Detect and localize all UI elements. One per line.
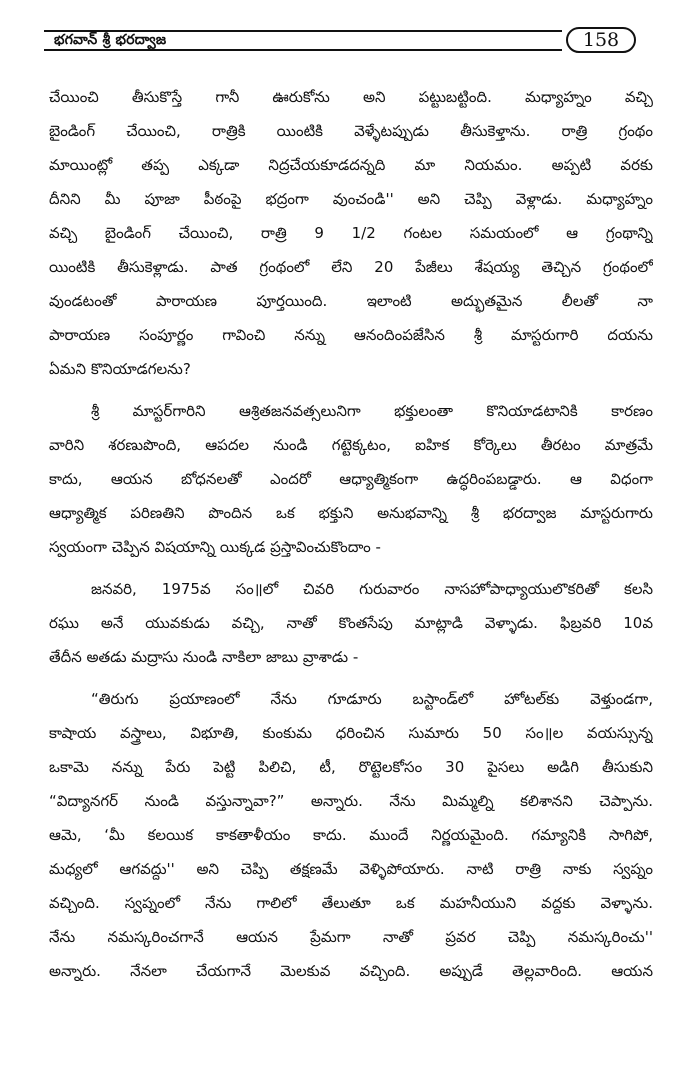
text-line: వచ్చి బైండింగ్ చేయించి, రాత్రి 9 1/2 గంటల సమయంలో ఆ గ్రంథాన్ని xyxy=(49,224,653,242)
running-header xyxy=(44,24,656,58)
text-line: మధ్యలో ఆగవద్దు'' అని చెప్పి తక్షణమే వెళ్ళిపోయారు. నాటి రాత్రి నాకు స్వప్నం xyxy=(49,860,653,878)
text-line: రఘు అనే యువకుడు వచ్చి, నాతో కొంతసేపు మాట్లాడి వెళ్ళాడు. ఫిబ్రవరి 10వ xyxy=(49,614,653,632)
text-line: వచ్చింది. స్వప్నంలో నేను గాలిలో తేలుతూ ఒక మహనీయుని వద్దకు వెళ్ళాను. xyxy=(49,894,653,912)
text-line: పారాయణ సంపూర్ణం గావించి నన్ను ఆనందింపజేసిన శ్రీ మాస్టరుగారి దయను xyxy=(49,326,653,344)
text-line: జనవరి, 1975వ సం॥లో చివరి గురువారం నాసహోపాధ్యాయులొకరితో కలసి xyxy=(91,580,653,598)
text-line: “విద్యానగర్ నుండి వస్తున్నావా?” అన్నారు. నేను మిమ్మల్ని కలిశానని చెప్పాను. xyxy=(49,792,653,810)
text-line: వారిని శరణుపొంది, ఆపదల నుండి గట్టెక్కటం, ఐహిక కోర్కెలు తీరటం మాత్రమే xyxy=(49,436,653,454)
book-title: భగవాన్ శ్రీ భరద్వాజ xyxy=(44,32,174,49)
text-line: అన్నారు. నేనలా చేయగానే మెలకువ వచ్చింది. అప్పుడే తెల్లవారింది. ఆయన xyxy=(49,962,653,980)
paragraph-3 xyxy=(49,572,653,674)
text-line: ఏమని కొనియాడగలను? xyxy=(49,360,191,378)
text-line: శ్రీ మాస్టర్‌గారిని ఆశ్రితజనవత్సలునిగా భక్తులంతా కొనియాడటానికి కారణం xyxy=(91,402,653,420)
text-line: దీనిని మీ పూజా పీఠంపై భద్రంగా వుంచండి'' అని చెప్పి వెళ్లాడు. మధ్యాహ్నం xyxy=(49,190,653,208)
header-rule-bottom xyxy=(44,49,562,51)
paragraph-2 xyxy=(49,394,653,564)
text-line: చేయించి తీసుకొస్తే గానీ ఊరుకోను అని పట్టుబట్టింది. మధ్యాహ్నం వచ్చి xyxy=(49,88,653,106)
text-line: వుండటంతో పారాయణ పూర్తయింది. ఇలాంటి అద్భుతమైన లీలతో నా xyxy=(49,292,653,310)
text-line: ఆధ్యాత్మిక పరిణతిని పొందిన ఒక భక్తుని అనుభవాన్ని శ్రీ భరద్వాజ మాస్టరుగారు xyxy=(49,504,653,522)
text-line: కాషాయ వస్త్రాలు, విభూతి, కుంకుమ ధరించిన సుమారు 50 సం॥ల వయస్సున్న xyxy=(49,724,653,742)
text-line: యింటికి తీసుకెళ్లాడు. పాత గ్రంథంలో లేని 20 పేజీలు శేషయ్య తెచ్చిన గ్రంథంలో xyxy=(49,258,653,276)
page-body xyxy=(49,80,653,988)
paragraph-1 xyxy=(49,80,653,386)
text-line: బైండింగ్ చేయించి, రాత్రికి యింటికి వెళ్ళేటప్పుడు తీసుకెళ్తాను. రాత్రి గ్రంథం xyxy=(49,122,653,140)
text-line: మాయింట్లో తప్ప ఎక్కడా నిద్రచేయకూడదన్నది మా నియమం. అప్పటి వరకు xyxy=(49,156,653,174)
paragraph-4 xyxy=(49,682,653,988)
text-line: తేదీన అతడు మద్రాసు నుండి నాకిలా జాబు వ్రాశాడు - xyxy=(49,648,359,666)
page-number: 158 xyxy=(566,27,636,53)
text-line: ఆమె, ‘మీ కలయిక కాకతాళీయం కాదు. ముందే నిర్ణయమైంది. గమ్యానికి సాగిపో, xyxy=(49,826,653,844)
text-line: స్వయంగా చెప్పిన విషయాన్ని యిక్కడ ప్రస్తావించుకొందాం - xyxy=(49,538,381,556)
text-line: ఒకామె నన్ను పేరు పెట్టి పిలిచి, టీ, రొట్టెలకోసం 30 పైసలు అడిగి తీసుకుని xyxy=(49,758,653,776)
text-line: కాదు, ఆయన బోధనలతో ఎందరో ఆధ్యాత్మికంగా ఉద్ధరింపబడ్డారు. ఆ విధంగా xyxy=(49,470,653,488)
text-line: “తిరుగు ప్రయాణంలో నేను గూడూరు బస్టాండ్‌లో హోటల్‌కు వెళ్తుండగా, xyxy=(91,690,653,708)
text-line: నేను నమస్కరించగానే ఆయన ప్రేమగా నాతో ప్రవర చెప్పి నమస్కరించు'' xyxy=(49,928,653,946)
